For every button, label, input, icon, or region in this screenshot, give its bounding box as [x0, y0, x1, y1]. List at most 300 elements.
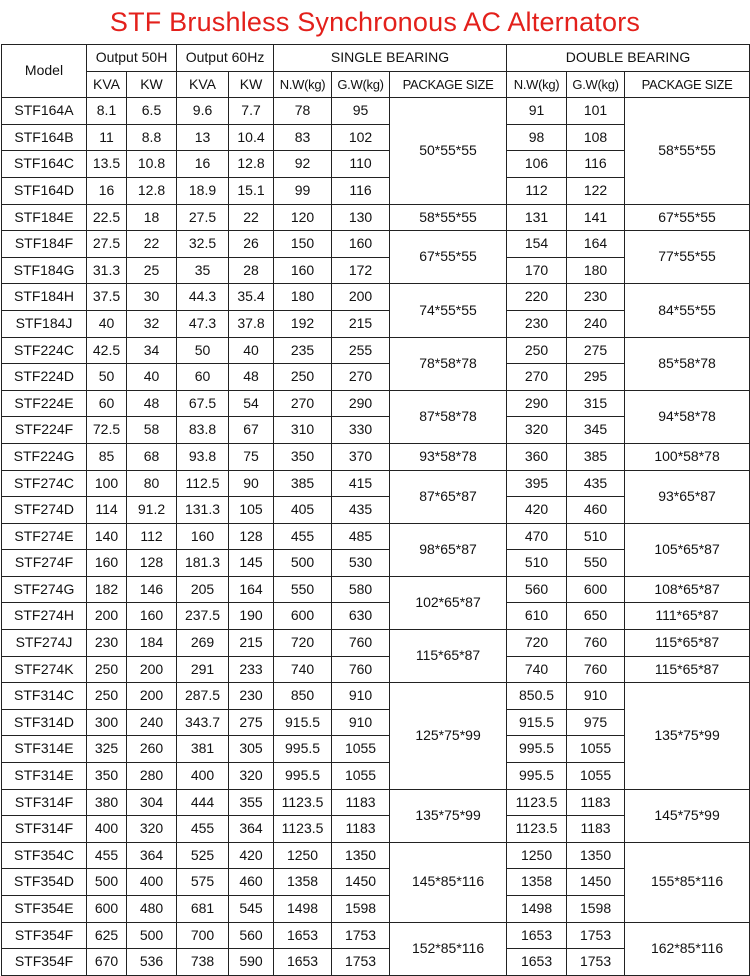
- cell-kw-50hz: 200: [127, 683, 177, 710]
- cell-double-nw: 470: [507, 523, 567, 550]
- cell-model: STF314C: [2, 683, 87, 710]
- cell-kva-60hz: 291: [177, 656, 229, 683]
- cell-model: STF184H: [2, 284, 87, 311]
- cell-kw-50hz: 48: [127, 390, 177, 417]
- cell-double-nw: 170: [507, 257, 567, 284]
- cell-kva-60hz: 13: [177, 124, 229, 151]
- cell-kva-60hz: 381: [177, 736, 229, 763]
- cell-kva-50hz: 325: [87, 736, 127, 763]
- cell-double-gw: 230: [567, 284, 625, 311]
- cell-single-package: 87*58*78: [390, 390, 507, 443]
- table-row: [2, 443, 750, 470]
- cell-kva-50hz: 85: [87, 443, 127, 470]
- cell-double-package: 115*65*87: [625, 630, 750, 657]
- cell-single-gw: 435: [332, 497, 390, 524]
- cell-kva-60hz: 60: [177, 364, 229, 391]
- cell-kva-50hz: 60: [87, 390, 127, 417]
- header-double-package: PACKAGE SIZE: [625, 71, 750, 98]
- cell-kw-60hz: 40: [229, 337, 274, 364]
- cell-double-nw: 154: [507, 231, 567, 258]
- cell-double-package: 77*55*55: [625, 231, 750, 284]
- cell-kw-50hz: 364: [127, 842, 177, 869]
- cell-kva-50hz: 600: [87, 896, 127, 923]
- cell-double-gw: 1598: [567, 896, 625, 923]
- cell-single-package: 58*55*55: [390, 204, 507, 231]
- header-kw-50: KW: [127, 71, 177, 98]
- table-row: [2, 842, 750, 869]
- cell-kw-50hz: 500: [127, 922, 177, 949]
- cell-kw-60hz: 233: [229, 656, 274, 683]
- cell-single-package: 152*85*116: [390, 922, 507, 975]
- cell-kw-60hz: 7.7: [229, 98, 274, 125]
- cell-kw-60hz: 48: [229, 364, 274, 391]
- cell-kva-50hz: 140: [87, 523, 127, 550]
- cell-single-package: 125*75*99: [390, 683, 507, 789]
- cell-double-nw: 915.5: [507, 709, 567, 736]
- cell-kw-60hz: 37.8: [229, 310, 274, 337]
- cell-kw-50hz: 22: [127, 231, 177, 258]
- cell-model: STF314E: [2, 736, 87, 763]
- cell-kva-60hz: 269: [177, 630, 229, 657]
- cell-single-gw: 1598: [332, 896, 390, 923]
- cell-single-gw: 1055: [332, 763, 390, 790]
- cell-single-gw: 370: [332, 443, 390, 470]
- cell-kva-50hz: 37.5: [87, 284, 127, 311]
- cell-kva-60hz: 44.3: [177, 284, 229, 311]
- cell-single-gw: 200: [332, 284, 390, 311]
- cell-kw-60hz: 320: [229, 763, 274, 790]
- cell-single-nw: 180: [274, 284, 332, 311]
- cell-double-nw: 98: [507, 124, 567, 151]
- cell-kva-60hz: 181.3: [177, 550, 229, 577]
- cell-single-gw: 330: [332, 417, 390, 444]
- cell-kw-50hz: 304: [127, 789, 177, 816]
- cell-kw-50hz: 80: [127, 470, 177, 497]
- cell-single-nw: 92: [274, 151, 332, 178]
- cell-single-nw: 1358: [274, 869, 332, 896]
- cell-kw-50hz: 200: [127, 656, 177, 683]
- cell-double-package: 105*65*87: [625, 523, 750, 576]
- cell-kva-50hz: 42.5: [87, 337, 127, 364]
- cell-single-nw: 915.5: [274, 709, 332, 736]
- cell-kva-60hz: 16: [177, 151, 229, 178]
- cell-double-package: 115*65*87: [625, 656, 750, 683]
- cell-single-nw: 160: [274, 257, 332, 284]
- cell-kva-60hz: 47.3: [177, 310, 229, 337]
- cell-single-nw: 720: [274, 630, 332, 657]
- cell-kw-60hz: 215: [229, 630, 274, 657]
- cell-kw-60hz: 28: [229, 257, 274, 284]
- cell-double-nw: 270: [507, 364, 567, 391]
- cell-kva-60hz: 525: [177, 842, 229, 869]
- cell-single-nw: 350: [274, 443, 332, 470]
- cell-double-gw: 275: [567, 337, 625, 364]
- cell-single-gw: 1183: [332, 789, 390, 816]
- cell-kva-60hz: 83.8: [177, 417, 229, 444]
- cell-model: STF224D: [2, 364, 87, 391]
- cell-kw-50hz: 12.8: [127, 177, 177, 204]
- cell-double-package: 85*58*78: [625, 337, 750, 390]
- cell-single-nw: 270: [274, 390, 332, 417]
- header-double-gw: G.W(kg): [567, 71, 625, 98]
- cell-double-gw: 116: [567, 151, 625, 178]
- cell-kva-50hz: 31.3: [87, 257, 127, 284]
- cell-kw-60hz: 164: [229, 576, 274, 603]
- cell-single-gw: 255: [332, 337, 390, 364]
- cell-kva-50hz: 250: [87, 683, 127, 710]
- cell-single-nw: 250: [274, 364, 332, 391]
- cell-model: STF224C: [2, 337, 87, 364]
- cell-single-gw: 760: [332, 656, 390, 683]
- cell-single-nw: 235: [274, 337, 332, 364]
- cell-double-package: 84*55*55: [625, 284, 750, 337]
- cell-double-nw: 560: [507, 576, 567, 603]
- cell-double-gw: 550: [567, 550, 625, 577]
- table-row: [2, 337, 750, 364]
- cell-model: STF314F: [2, 789, 87, 816]
- cell-kva-50hz: 500: [87, 869, 127, 896]
- cell-single-nw: 385: [274, 470, 332, 497]
- cell-kva-60hz: 444: [177, 789, 229, 816]
- cell-kw-50hz: 320: [127, 816, 177, 843]
- cell-single-gw: 630: [332, 603, 390, 630]
- cell-model: STF184G: [2, 257, 87, 284]
- cell-kw-50hz: 128: [127, 550, 177, 577]
- cell-model: STF274C: [2, 470, 87, 497]
- cell-kva-50hz: 100: [87, 470, 127, 497]
- cell-kva-50hz: 350: [87, 763, 127, 790]
- cell-kva-60hz: 18.9: [177, 177, 229, 204]
- cell-kw-50hz: 240: [127, 709, 177, 736]
- header-double-bearing: DOUBLE BEARING: [507, 45, 750, 72]
- cell-kva-60hz: 9.6: [177, 98, 229, 125]
- cell-model: STF354D: [2, 869, 87, 896]
- cell-single-gw: 910: [332, 683, 390, 710]
- cell-double-gw: 141: [567, 204, 625, 231]
- cell-double-gw: 1350: [567, 842, 625, 869]
- cell-single-nw: 78: [274, 98, 332, 125]
- cell-model: STF314D: [2, 709, 87, 736]
- cell-kva-50hz: 27.5: [87, 231, 127, 258]
- page-title: STF Brushless Synchronous AC Alternators: [109, 7, 641, 37]
- cell-kw-60hz: 590: [229, 949, 274, 976]
- cell-single-gw: 130: [332, 204, 390, 231]
- cell-single-nw: 150: [274, 231, 332, 258]
- cell-model: STF274K: [2, 656, 87, 683]
- cell-single-nw: 192: [274, 310, 332, 337]
- cell-single-package: 135*75*99: [390, 789, 507, 842]
- cell-double-gw: 240: [567, 310, 625, 337]
- cell-kva-50hz: 72.5: [87, 417, 127, 444]
- cell-single-nw: 120: [274, 204, 332, 231]
- cell-double-nw: 91: [507, 98, 567, 125]
- cell-single-gw: 760: [332, 630, 390, 657]
- table-row: [2, 98, 750, 125]
- cell-kva-60hz: 237.5: [177, 603, 229, 630]
- cell-kva-50hz: 11: [87, 124, 127, 151]
- cell-single-package: 145*85*116: [390, 842, 507, 922]
- cell-single-gw: 215: [332, 310, 390, 337]
- cell-single-gw: 580: [332, 576, 390, 603]
- cell-single-nw: 550: [274, 576, 332, 603]
- cell-kw-50hz: 6.5: [127, 98, 177, 125]
- cell-double-nw: 1653: [507, 949, 567, 976]
- cell-model: STF224F: [2, 417, 87, 444]
- table-row: [2, 789, 750, 816]
- header-single-gw: G.W(kg): [332, 71, 390, 98]
- cell-model: STF224E: [2, 390, 87, 417]
- cell-kw-50hz: 32: [127, 310, 177, 337]
- cell-kw-50hz: 25: [127, 257, 177, 284]
- cell-kva-50hz: 8.1: [87, 98, 127, 125]
- cell-kva-50hz: 200: [87, 603, 127, 630]
- cell-single-nw: 995.5: [274, 763, 332, 790]
- cell-model: STF354F: [2, 922, 87, 949]
- cell-kw-50hz: 160: [127, 603, 177, 630]
- cell-single-nw: 99: [274, 177, 332, 204]
- cell-kw-60hz: 560: [229, 922, 274, 949]
- cell-kw-60hz: 190: [229, 603, 274, 630]
- cell-single-gw: 116: [332, 177, 390, 204]
- cell-double-nw: 230: [507, 310, 567, 337]
- cell-double-gw: 1055: [567, 736, 625, 763]
- cell-single-gw: 1450: [332, 869, 390, 896]
- cell-kva-50hz: 670: [87, 949, 127, 976]
- cell-kva-50hz: 400: [87, 816, 127, 843]
- table-row: [2, 656, 750, 683]
- cell-kw-60hz: 10.4: [229, 124, 274, 151]
- table-row: [2, 231, 750, 258]
- cell-model: STF164D: [2, 177, 87, 204]
- cell-double-gw: 460: [567, 497, 625, 524]
- cell-kw-60hz: 35.4: [229, 284, 274, 311]
- cell-kw-60hz: 67: [229, 417, 274, 444]
- table-row: [2, 630, 750, 657]
- table-row: [2, 603, 750, 630]
- cell-model: STF274J: [2, 630, 87, 657]
- cell-double-gw: 1183: [567, 816, 625, 843]
- cell-double-nw: 720: [507, 630, 567, 657]
- cell-kva-50hz: 625: [87, 922, 127, 949]
- cell-kva-60hz: 67.5: [177, 390, 229, 417]
- cell-kva-60hz: 700: [177, 922, 229, 949]
- cell-kw-50hz: 18: [127, 204, 177, 231]
- cell-double-nw: 740: [507, 656, 567, 683]
- cell-kva-50hz: 13.5: [87, 151, 127, 178]
- cell-model: STF164B: [2, 124, 87, 151]
- cell-model: STF184E: [2, 204, 87, 231]
- header-single-nw: N.W(kg): [274, 71, 332, 98]
- header-kva-50: KVA: [87, 71, 127, 98]
- cell-double-nw: 610: [507, 603, 567, 630]
- cell-single-nw: 600: [274, 603, 332, 630]
- header-single-package: PACKAGE SIZE: [390, 71, 507, 98]
- cell-kw-60hz: 22: [229, 204, 274, 231]
- cell-double-nw: 1250: [507, 842, 567, 869]
- cell-kva-50hz: 160: [87, 550, 127, 577]
- cell-model: STF354C: [2, 842, 87, 869]
- cell-kw-60hz: 75: [229, 443, 274, 470]
- cell-single-nw: 1123.5: [274, 789, 332, 816]
- cell-double-gw: 600: [567, 576, 625, 603]
- cell-single-gw: 95: [332, 98, 390, 125]
- cell-kva-50hz: 16: [87, 177, 127, 204]
- cell-kva-50hz: 300: [87, 709, 127, 736]
- cell-single-gw: 530: [332, 550, 390, 577]
- cell-single-gw: 102: [332, 124, 390, 151]
- cell-kva-60hz: 400: [177, 763, 229, 790]
- cell-single-gw: 1753: [332, 949, 390, 976]
- header-kw-60: KW: [229, 71, 274, 98]
- cell-single-nw: 1653: [274, 949, 332, 976]
- cell-kw-50hz: 112: [127, 523, 177, 550]
- cell-kw-50hz: 280: [127, 763, 177, 790]
- cell-double-nw: 1653: [507, 922, 567, 949]
- cell-single-gw: 1350: [332, 842, 390, 869]
- cell-double-nw: 220: [507, 284, 567, 311]
- cell-kw-60hz: 54: [229, 390, 274, 417]
- cell-double-gw: 510: [567, 523, 625, 550]
- cell-model: STF354E: [2, 896, 87, 923]
- cell-double-nw: 995.5: [507, 763, 567, 790]
- cell-single-nw: 1498: [274, 896, 332, 923]
- cell-single-nw: 83: [274, 124, 332, 151]
- cell-double-gw: 101: [567, 98, 625, 125]
- cell-single-nw: 310: [274, 417, 332, 444]
- cell-model: STF314E: [2, 763, 87, 790]
- cell-single-package: 98*65*87: [390, 523, 507, 576]
- cell-kw-60hz: 420: [229, 842, 274, 869]
- cell-double-gw: 295: [567, 364, 625, 391]
- header-double-nw: N.W(kg): [507, 71, 567, 98]
- cell-kw-50hz: 536: [127, 949, 177, 976]
- cell-double-gw: 1753: [567, 922, 625, 949]
- cell-kw-60hz: 355: [229, 789, 274, 816]
- cell-double-nw: 510: [507, 550, 567, 577]
- cell-single-nw: 1123.5: [274, 816, 332, 843]
- cell-kw-50hz: 146: [127, 576, 177, 603]
- cell-single-gw: 1055: [332, 736, 390, 763]
- cell-double-nw: 290: [507, 390, 567, 417]
- cell-kw-50hz: 400: [127, 869, 177, 896]
- cell-kva-60hz: 35: [177, 257, 229, 284]
- cell-double-gw: 1183: [567, 789, 625, 816]
- header-kva-60: KVA: [177, 71, 229, 98]
- header-output-60hz: Output 60Hz: [177, 45, 274, 72]
- cell-double-package: 94*58*78: [625, 390, 750, 443]
- table-row: [2, 922, 750, 949]
- cell-single-nw: 1653: [274, 922, 332, 949]
- cell-double-nw: 395: [507, 470, 567, 497]
- cell-model: STF274D: [2, 497, 87, 524]
- cell-double-nw: 131: [507, 204, 567, 231]
- cell-kw-50hz: 260: [127, 736, 177, 763]
- cell-model: STF354F: [2, 949, 87, 976]
- cell-double-gw: 760: [567, 630, 625, 657]
- cell-single-gw: 270: [332, 364, 390, 391]
- cell-single-gw: 485: [332, 523, 390, 550]
- table-row: [2, 284, 750, 311]
- cell-kva-60hz: 738: [177, 949, 229, 976]
- cell-kw-60hz: 364: [229, 816, 274, 843]
- cell-double-gw: 1055: [567, 763, 625, 790]
- cell-kw-50hz: 40: [127, 364, 177, 391]
- cell-double-nw: 106: [507, 151, 567, 178]
- cell-double-package: 58*55*55: [625, 98, 750, 204]
- cell-single-nw: 500: [274, 550, 332, 577]
- cell-single-package: 67*55*55: [390, 231, 507, 284]
- cell-kw-50hz: 8.8: [127, 124, 177, 151]
- cell-double-gw: 1753: [567, 949, 625, 976]
- cell-single-gw: 910: [332, 709, 390, 736]
- cell-double-package: 100*58*78: [625, 443, 750, 470]
- cell-single-nw: 740: [274, 656, 332, 683]
- cell-double-nw: 360: [507, 443, 567, 470]
- cell-single-nw: 850: [274, 683, 332, 710]
- cell-double-gw: 385: [567, 443, 625, 470]
- cell-double-nw: 850.5: [507, 683, 567, 710]
- cell-kw-50hz: 58: [127, 417, 177, 444]
- cell-double-nw: 1498: [507, 896, 567, 923]
- cell-kva-60hz: 112.5: [177, 470, 229, 497]
- cell-double-package: 111*65*87: [625, 603, 750, 630]
- cell-kw-50hz: 91.2: [127, 497, 177, 524]
- cell-double-gw: 122: [567, 177, 625, 204]
- cell-double-nw: 995.5: [507, 736, 567, 763]
- header-model: Model: [2, 45, 87, 98]
- cell-double-gw: 345: [567, 417, 625, 444]
- header-row-1: [2, 45, 750, 72]
- cell-double-nw: 112: [507, 177, 567, 204]
- cell-kw-60hz: 460: [229, 869, 274, 896]
- cell-single-nw: 455: [274, 523, 332, 550]
- cell-single-gw: 160: [332, 231, 390, 258]
- cell-double-gw: 1450: [567, 869, 625, 896]
- cell-double-gw: 910: [567, 683, 625, 710]
- cell-double-nw: 1123.5: [507, 816, 567, 843]
- table-row: [2, 683, 750, 710]
- cell-double-nw: 1123.5: [507, 789, 567, 816]
- cell-double-nw: 250: [507, 337, 567, 364]
- cell-kva-60hz: 131.3: [177, 497, 229, 524]
- cell-single-package: 50*55*55: [390, 98, 507, 204]
- cell-double-package: 155*85*116: [625, 842, 750, 922]
- cell-single-package: 87*65*87: [390, 470, 507, 523]
- cell-single-nw: 405: [274, 497, 332, 524]
- cell-kva-60hz: 205: [177, 576, 229, 603]
- cell-single-package: 93*58*78: [390, 443, 507, 470]
- cell-kw-60hz: 12.8: [229, 151, 274, 178]
- cell-model: STF314F: [2, 816, 87, 843]
- cell-single-gw: 1753: [332, 922, 390, 949]
- cell-model: STF164C: [2, 151, 87, 178]
- table-row: [2, 576, 750, 603]
- cell-single-package: 78*58*78: [390, 337, 507, 390]
- cell-double-nw: 320: [507, 417, 567, 444]
- cell-kva-50hz: 455: [87, 842, 127, 869]
- cell-single-gw: 290: [332, 390, 390, 417]
- cell-kw-60hz: 145: [229, 550, 274, 577]
- cell-model: STF184J: [2, 310, 87, 337]
- header-row-2: [2, 71, 750, 98]
- cell-single-package: 102*65*87: [390, 576, 507, 629]
- cell-kva-60hz: 287.5: [177, 683, 229, 710]
- cell-kva-60hz: 681: [177, 896, 229, 923]
- cell-kva-60hz: 27.5: [177, 204, 229, 231]
- cell-single-nw: 995.5: [274, 736, 332, 763]
- cell-model: STF274G: [2, 576, 87, 603]
- cell-kw-60hz: 275: [229, 709, 274, 736]
